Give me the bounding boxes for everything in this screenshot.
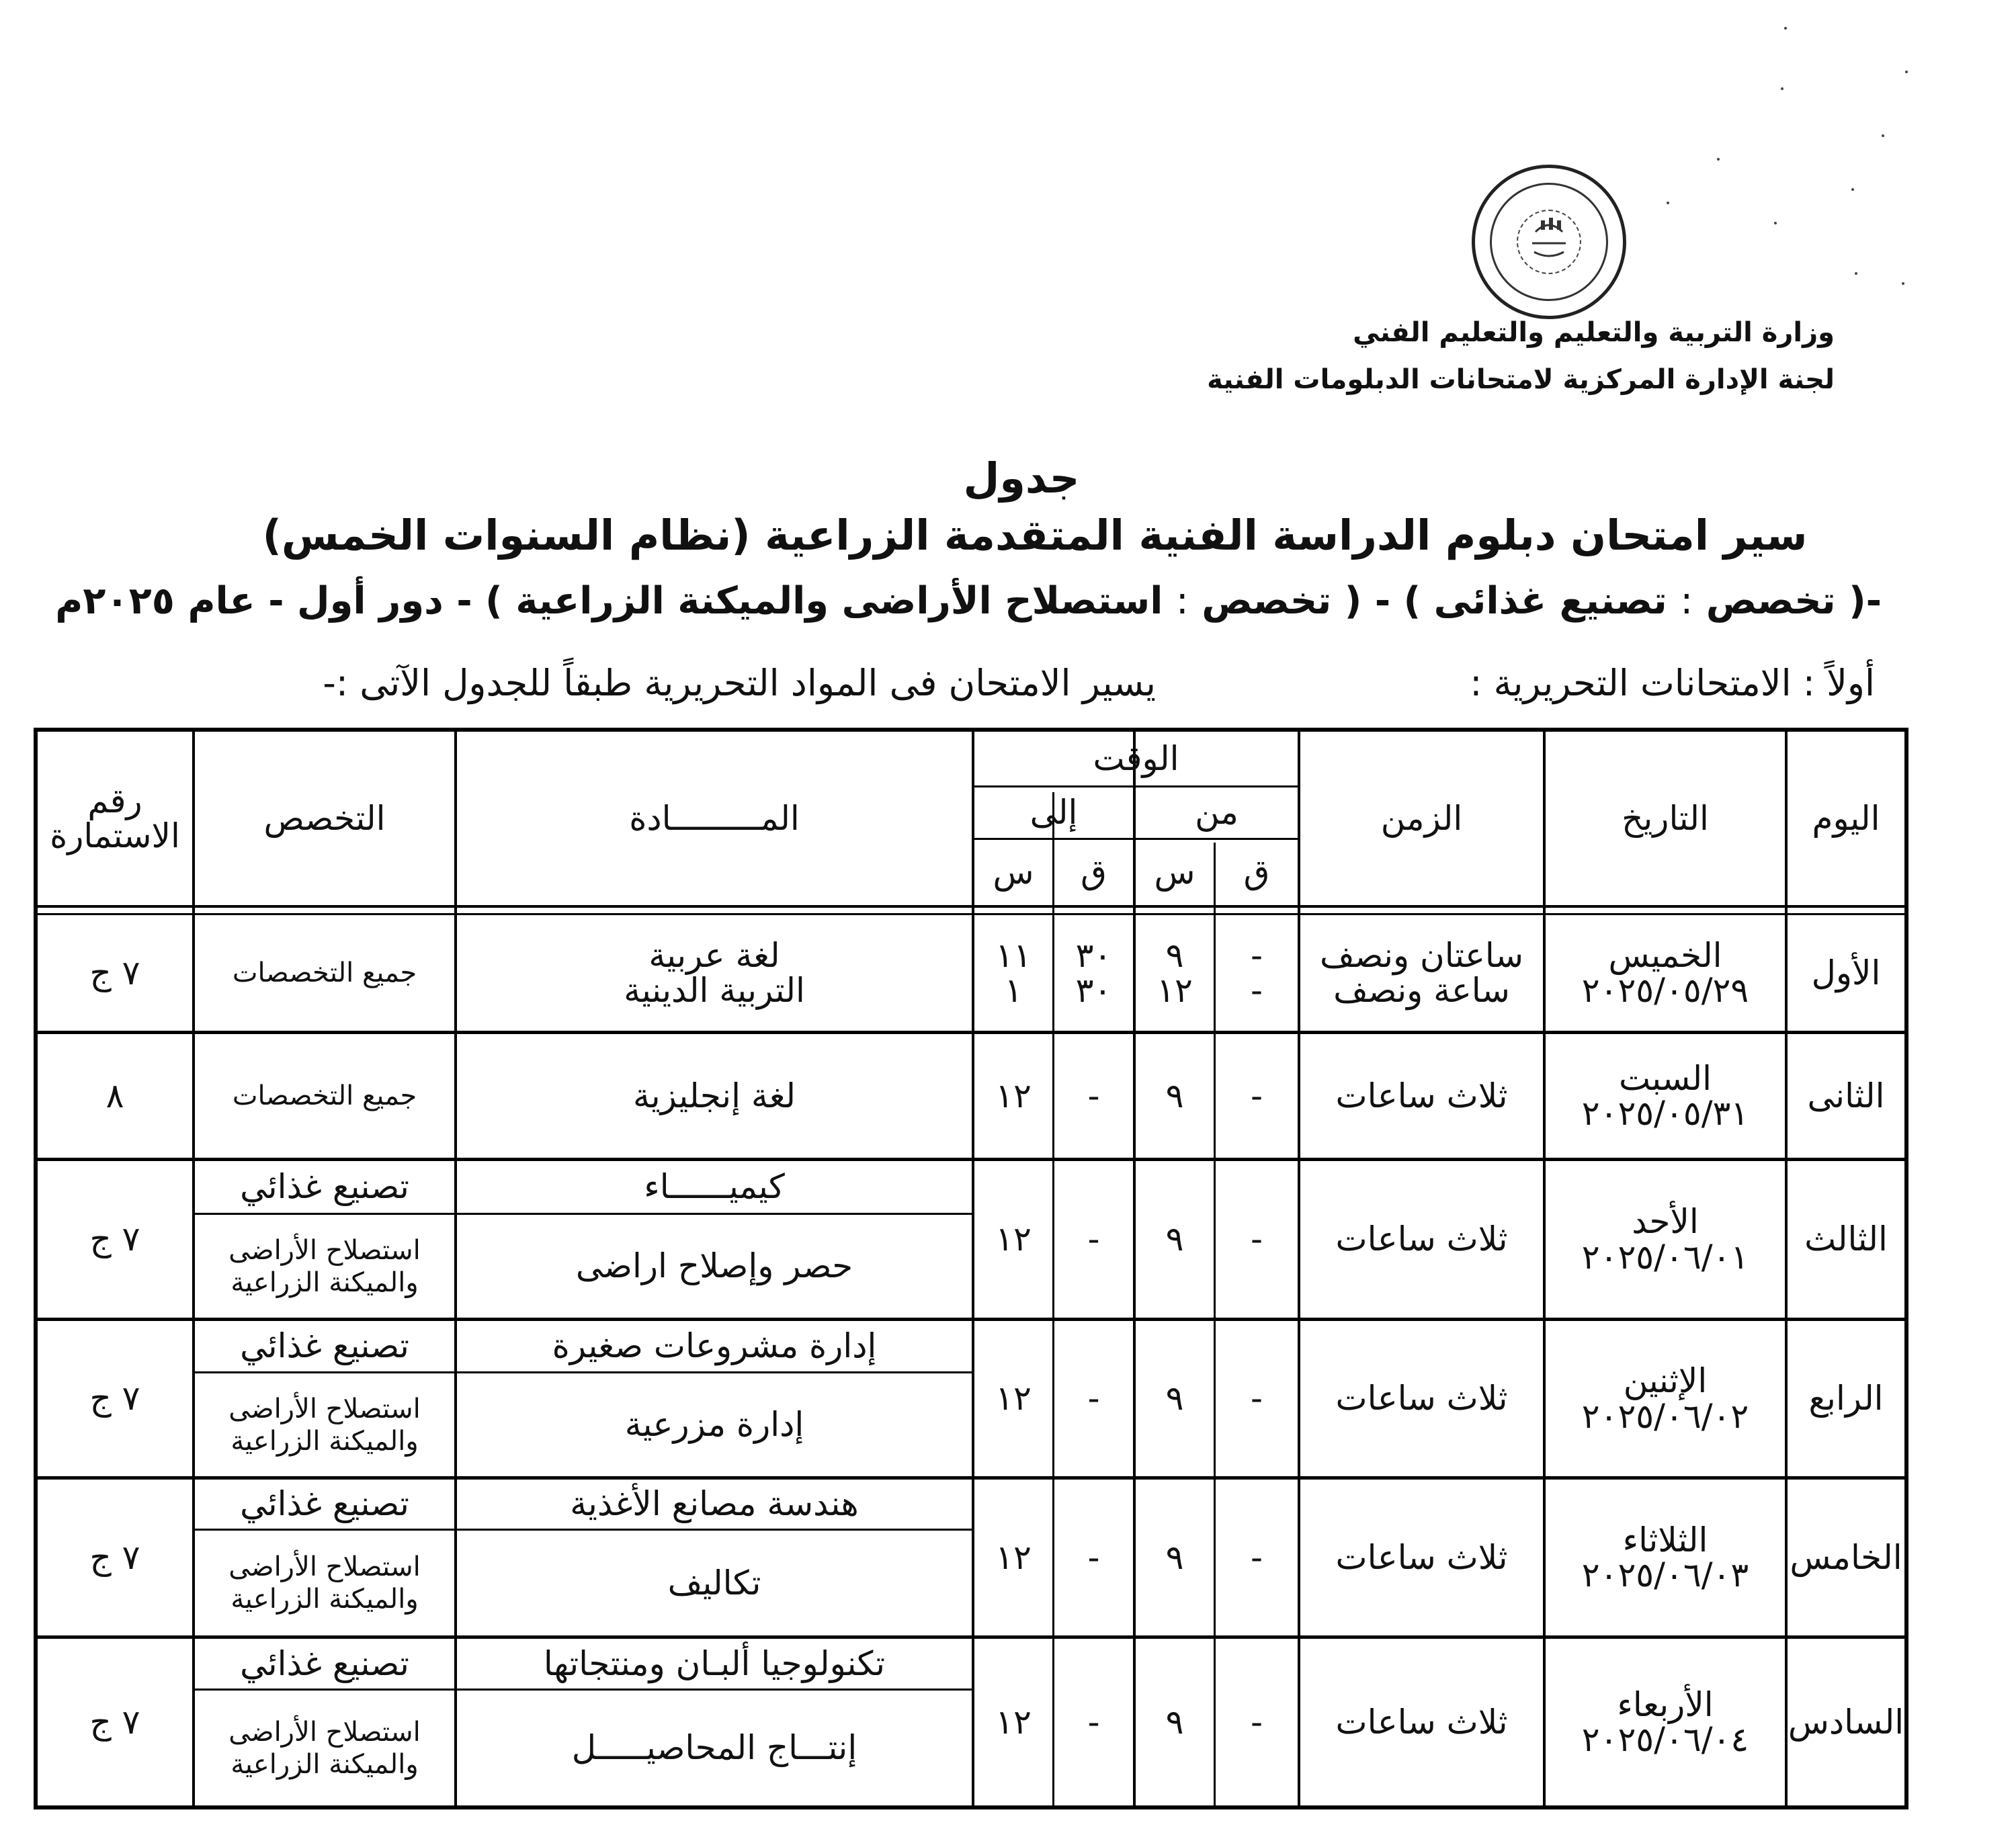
table-row-subject: حصر وإصلاح اراضى (575, 1246, 853, 1286)
table-row-day: الرابع (1808, 1379, 1884, 1418)
table-row-day: الثالث (1804, 1220, 1888, 1259)
table-row-from-q: - - (1250, 935, 1263, 1010)
header-to-q: ق (1081, 853, 1107, 892)
table-row-subject: هندسة مصانع الأغذية (570, 1484, 859, 1524)
committee-name: لجنة الإدارة المركزية لامتحانات الدبلومات الفنية (1207, 364, 1835, 395)
ministry-name: وزارة التربية والتعليم والتعليم الفني (1353, 317, 1835, 348)
table-row-to-s: ١٢ (995, 1220, 1032, 1259)
table-row-to-s: ١٢ (995, 1702, 1032, 1742)
table-row-duration: ساعتان ونصف ساعة ونصف (1319, 935, 1524, 1010)
header-from: من (1195, 793, 1238, 833)
table-row-from-q: - (1250, 1379, 1263, 1418)
table-row-form: ٧ ج (89, 1379, 140, 1418)
exam-schedule-table (34, 728, 1908, 1809)
table-row-subject: إدارة مشروعات صغيرة (552, 1326, 877, 1366)
table-row-subject: لغة عربية التربية الدينية (624, 935, 805, 1010)
table-row-specialty: استصلاح الأراضى والميكنة الزراعية (228, 1393, 421, 1457)
table-row-from-q: - (1250, 1702, 1263, 1742)
table-row-specialty: استصلاح الأراضى والميكنة الزراعية (228, 1551, 421, 1615)
table-row-specialty: جميع التخصصات (232, 1080, 417, 1111)
header-to-s: س (993, 853, 1034, 892)
table-row-day: الأول (1811, 953, 1881, 992)
table-row-day: الثانى (1807, 1076, 1885, 1115)
table-row-subject: لغة إنجليزية (632, 1076, 796, 1115)
table-row-date: الإثنين ٢٠٢٥/٠٦/٠٢ (1581, 1361, 1749, 1436)
table-row-to-q: - (1087, 1537, 1100, 1577)
table-row-from-s: ٩ (1165, 1379, 1184, 1418)
table-row-form: ٧ ج (89, 1220, 140, 1259)
table-row-specialty: تصنيع غذائي (240, 1167, 409, 1207)
table-row-specialty: تصنيع غذائي (240, 1484, 409, 1524)
header-from-s: س (1154, 853, 1195, 892)
table-row-day: السادس (1788, 1702, 1904, 1742)
table-row-date: الأربعاء ٢٠٢٥/٠٦/٠٤ (1581, 1684, 1749, 1759)
table-row-specialty: تصنيع غذائي (240, 1644, 409, 1683)
table-row-from-s: ٩ (1165, 1702, 1184, 1742)
table-row-date: الأحد ٢٠٢٥/٠٦/٠١ (1581, 1202, 1749, 1277)
table-row-to-s: ١١ ١ (995, 935, 1032, 1010)
table-row-duration: ثلاث ساعات (1335, 1702, 1508, 1742)
table-row-subject: تكاليف (667, 1563, 761, 1603)
table-row-date: الثلاثاء ٢٠٢٥/٠٦/٠٣ (1581, 1520, 1749, 1594)
table-row-to-q: - (1087, 1379, 1100, 1418)
table-row-duration: ثلاث ساعات (1335, 1076, 1508, 1115)
doc-subtitle: سير امتحان دبلوم الدراسة الفنية المتقدمة الزراعية (نظام السنوات الخمس) (262, 511, 1808, 560)
table-row-from-q: - (1250, 1076, 1263, 1115)
table-row-date: السبت ٢٠٢٥/٠٥/٣١ (1581, 1058, 1749, 1133)
section-intro: يسير الامتحان فى المواد التحريرية طبقاً للجدول الآتى :- (323, 662, 1156, 704)
table-row-form: ٧ ج (89, 1702, 140, 1742)
header-time: الوقت (1093, 738, 1179, 778)
table-row-from-q: - (1250, 1537, 1263, 1577)
table-row-from-s: ٩ (1165, 1076, 1184, 1115)
table-row-subject: تكنولوجيا ألبـان ومنتجاتها (543, 1644, 886, 1683)
table-row-from-s: ٩ (1165, 1537, 1184, 1577)
table-row-to-q: - (1087, 1702, 1100, 1742)
header-date: التاريخ (1622, 798, 1709, 838)
table-row-from-q: - (1250, 1220, 1263, 1259)
doc-title: جدول (963, 454, 1080, 503)
header-specialty: التخصص (263, 798, 386, 838)
header-form-number: رقم الاستمارة (50, 781, 180, 855)
table-row-duration: ثلاث ساعات (1335, 1379, 1508, 1418)
header-from-q: ق (1243, 853, 1270, 892)
specialization-line: -( تخصص : تصنيع غذائى ) - ( تخصص : استصلاح الأراضى والميكنة الزراعية ) - دور أول - عام ٢٠٢٥م (55, 579, 1882, 623)
header-subject: المـــــــــادة (629, 798, 800, 838)
table-row-form: ٧ ج (89, 1537, 140, 1577)
table-row-duration: ثلاث ساعات (1335, 1537, 1508, 1577)
table-row-day: الخامس (1790, 1537, 1902, 1577)
table-row-subject: كيميــــــاء (644, 1167, 785, 1207)
table-row-to-s: ١٢ (995, 1379, 1032, 1418)
section-heading: أولاً : الامتحانات التحريرية : (1470, 662, 1875, 704)
header-day: اليوم (1812, 798, 1880, 838)
table-row-duration: ثلاث ساعات (1335, 1220, 1508, 1259)
table-row-to-q: ٣٠ ٣٠ (1075, 935, 1112, 1010)
table-row-to-q: - (1087, 1220, 1100, 1259)
table-row-specialty: استصلاح الأراضى والميكنة الزراعية (228, 1716, 421, 1780)
table-row-form: ٧ ج (89, 953, 140, 992)
header-duration: الزمن (1380, 798, 1463, 838)
table-row-date: الخميس ٢٠٢٥/٠٥/٢٩ (1581, 935, 1749, 1010)
table-row-to-q: - (1087, 1076, 1100, 1115)
table-row-form: ٨ (106, 1076, 124, 1115)
table-row-specialty: تصنيع غذائي (240, 1326, 409, 1366)
ministry-seal (1472, 165, 1626, 319)
table-row-from-s: ٩ (1165, 1220, 1184, 1259)
header-to: إلى (1030, 793, 1078, 833)
table-row-subject: إدارة مزرعية (624, 1405, 804, 1445)
table-row-specialty: جميع التخصصات (232, 957, 417, 988)
table-row-specialty: استصلاح الأراضى والميكنة الزراعية (228, 1234, 421, 1298)
table-row-to-s: ١٢ (995, 1076, 1032, 1115)
table-row-subject: إنتـــاج المحاصيـــــل (571, 1728, 857, 1768)
table-row-from-s: ٩ ١٢ (1157, 935, 1193, 1010)
table-row-to-s: ١٢ (995, 1537, 1032, 1577)
